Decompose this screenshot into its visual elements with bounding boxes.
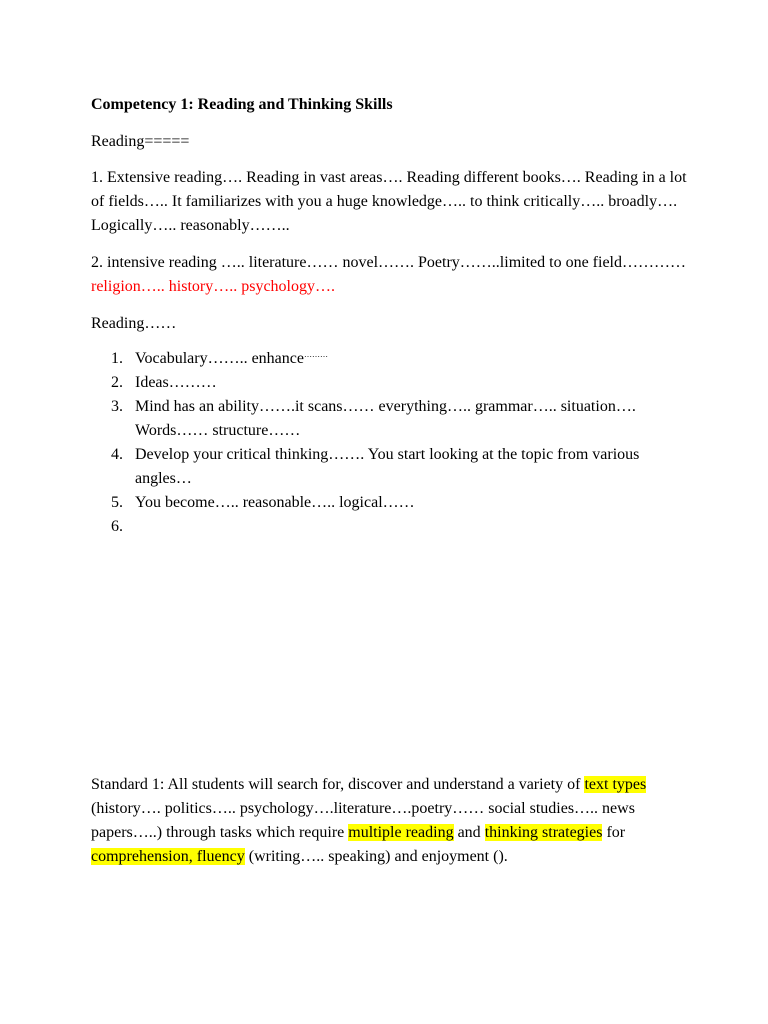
highlight-comprehension-fluency: comprehension, fluency — [91, 848, 245, 865]
intensive-reading-text: 2. intensive reading ….. literature…… novel……. Poetry……..limited to one field………… — [91, 254, 686, 271]
list-item-number: 4. — [111, 446, 123, 463]
list-item-number: 1. — [111, 350, 123, 367]
standard-text-1: Standard 1: All students will search for, discover and understand a variety of — [91, 776, 585, 793]
list-item-text: Ideas……… — [135, 374, 217, 391]
standard-text-2: (history…. politics….. psychology….literature….poetry…… social studies….. news papers…..) through tasks which require — [91, 800, 635, 841]
reading-heading-1: Reading===== — [91, 133, 190, 150]
reading-benefits-list — [91, 347, 691, 535]
standard-text-3: and — [453, 824, 485, 841]
list-item-number: 3. — [111, 398, 123, 415]
page-title: Competency 1: Reading and Thinking Skills — [91, 96, 393, 113]
standard-text-4: for — [602, 824, 626, 841]
list-item-trailing-dots: ……… — [303, 350, 328, 359]
list-item-text: Mind has an ability…….it scans…… everything….. grammar….. situation…. Words…… structure…… — [135, 398, 636, 439]
list-item-text: Develop your critical thinking……. You start looking at the topic from various angles… — [135, 446, 640, 487]
red-highlighted-fields: religion….. history….. psychology…. — [91, 278, 335, 295]
reading-heading-2: Reading…… — [91, 315, 177, 332]
standard-1-paragraph — [91, 773, 671, 869]
list-item — [91, 395, 691, 443]
highlight-multiple-reading: multiple reading — [348, 824, 454, 841]
highlight-thinking-strategies: thinking strategies — [484, 824, 603, 841]
list-item — [91, 371, 691, 395]
highlight-text-types: text types — [584, 776, 647, 793]
standard-text-5: (writing….. speaking) and enjoyment (). — [244, 848, 508, 865]
list-item-number: 2. — [111, 374, 123, 391]
list-item-number: 6. — [111, 518, 123, 535]
list-item-text: You become….. reasonable….. logical…… — [135, 494, 415, 511]
list-item — [91, 443, 691, 491]
list-item-text: Vocabulary…….. enhance — [135, 350, 304, 367]
intensive-reading-paragraph — [91, 251, 691, 299]
list-item-number: 5. — [111, 494, 123, 511]
list-item — [91, 347, 691, 371]
extensive-reading-paragraph: 1. Extensive reading…. Reading in vast areas…. Reading different books…. Reading in a lot of fields….. It familiarizes with you a huge knowledge….. to think critically….. broadly…. Logically….. reasonably…….. — [91, 169, 687, 234]
list-item — [91, 491, 691, 515]
